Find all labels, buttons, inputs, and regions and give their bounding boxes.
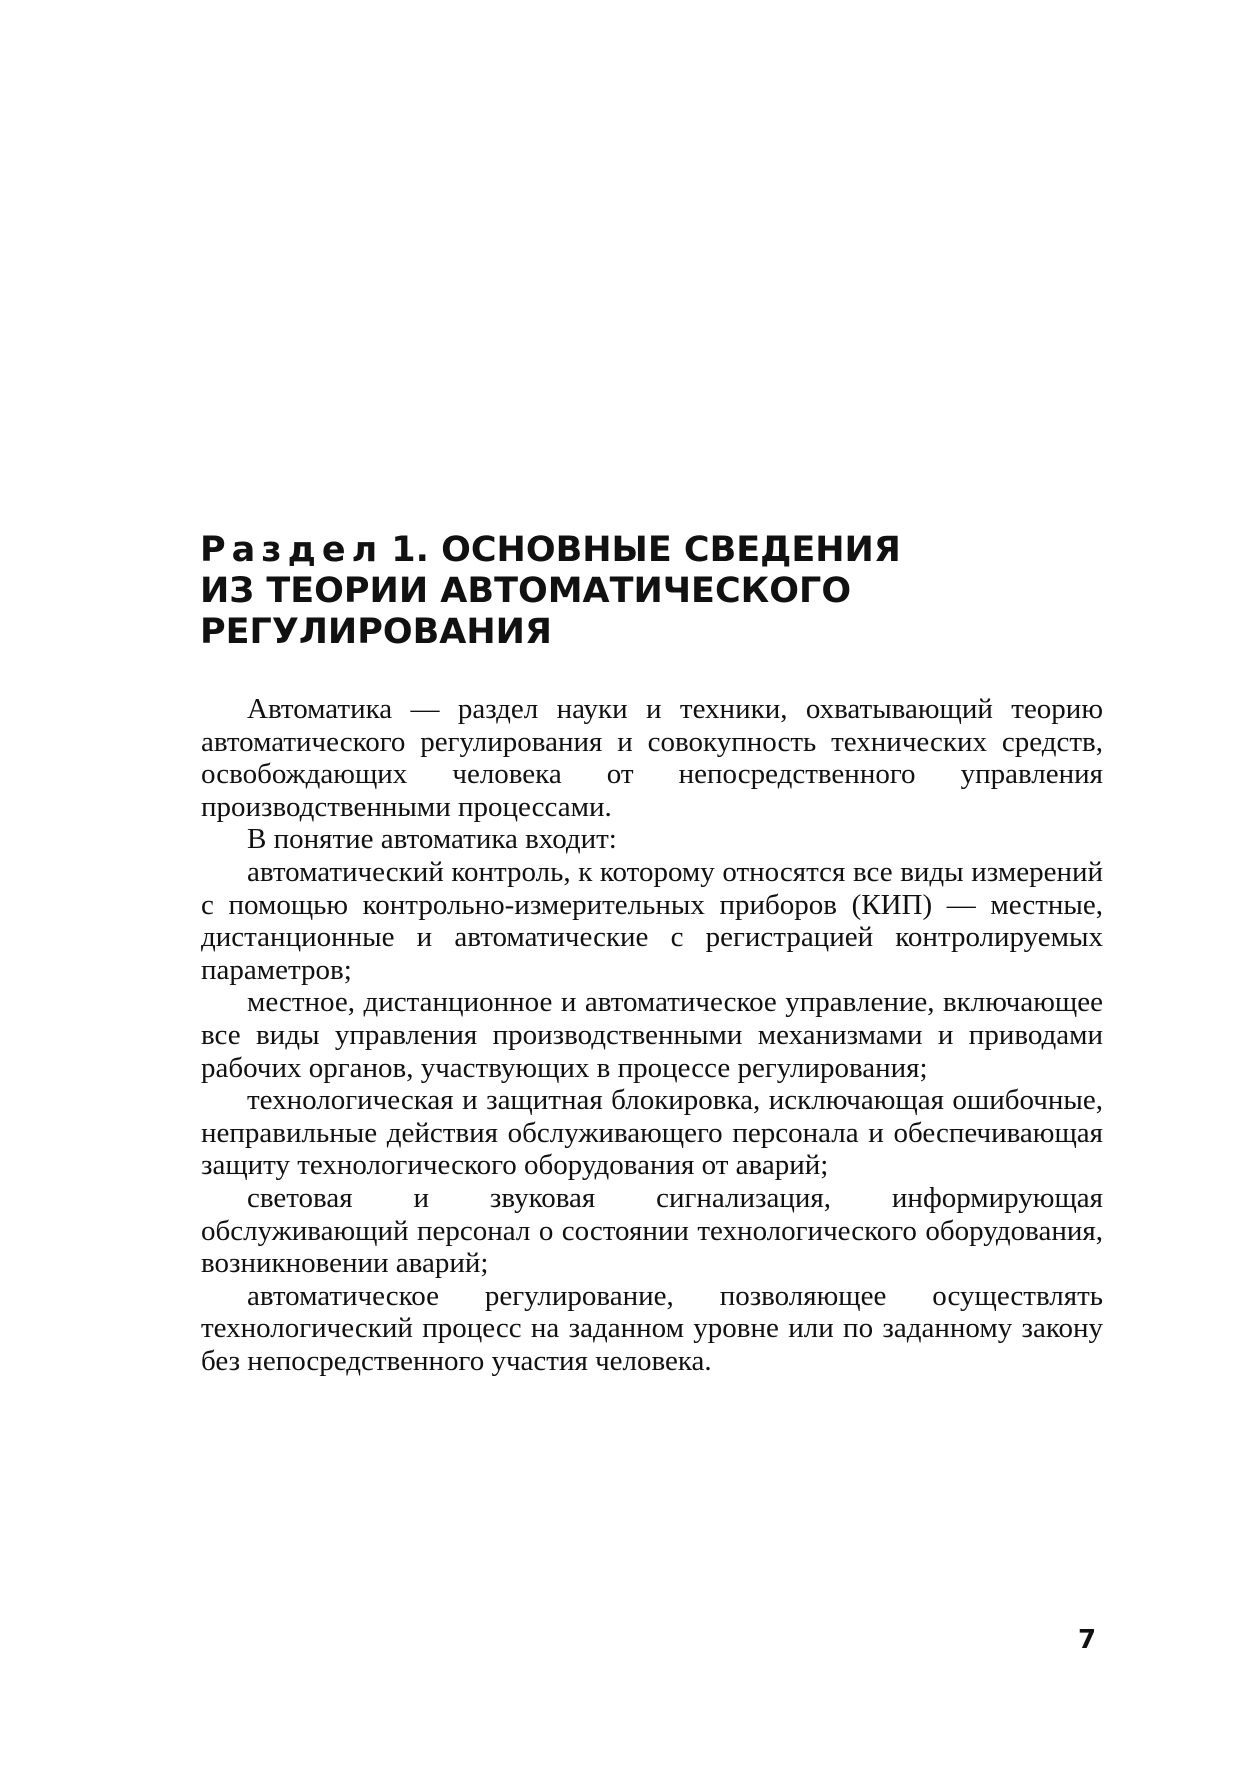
paragraph-definition: Автоматика — раздел науки и техники, охватывающий теорию автоматического регулирования и совокупность технических средств, освобождающих человека от непосредственного управления производственными процессами.: [201, 693, 1103, 823]
section-number: 1.: [391, 530, 429, 570]
heading-line-1: [200, 530, 1100, 571]
paragraph-interlock: технологическая и защитная блокировка, исключающая ошибочные, неправильные действия обслуживающего персонала и обеспечивающая защиту технологического оборудования от аварий;: [201, 1084, 1103, 1182]
section-title-part-1: ОСНОВНЫЕ СВЕДЕНИЯ: [441, 530, 901, 570]
page-number: 7: [1078, 1625, 1097, 1655]
paragraph-automatic-control: автоматический контроль, к которому относятся все виды измерений с помощью контрольно-измерительных приборов (КИП) — местные, дистанционные и автоматические с регистрацией контролируемых параметров;: [201, 855, 1103, 986]
heading-line-2: ИЗ ТЕОРИИ АВТОМАТИЧЕСКОГО: [200, 571, 852, 611]
section-heading: [200, 530, 1100, 653]
section-prefix: Раздел: [200, 530, 384, 570]
paragraph-control: местное, дистанционное и автоматическое управление, включающее все виды управления производственными механизмами и приводами рабочих органов, участвующих в процессе регулирования;: [201, 986, 1103, 1084]
paragraph-signaling: световая и звуковая сигнализация, информирующая обслуживающий персонал о состоянии технологического оборудования, возникновении аварий;: [201, 1181, 1103, 1280]
paragraph-regulation: автоматическое регулирование, позволяющее осуществлять технологический процесс на заданном уровне или по заданному закону без непосредственного участия человека.: [201, 1279, 1103, 1377]
heading-line-3: РЕГУЛИРОВАНИЯ: [200, 612, 552, 652]
paragraph-intro-list: В понятие автоматика входит:: [247, 823, 617, 856]
body-text: [201, 693, 1103, 1377]
